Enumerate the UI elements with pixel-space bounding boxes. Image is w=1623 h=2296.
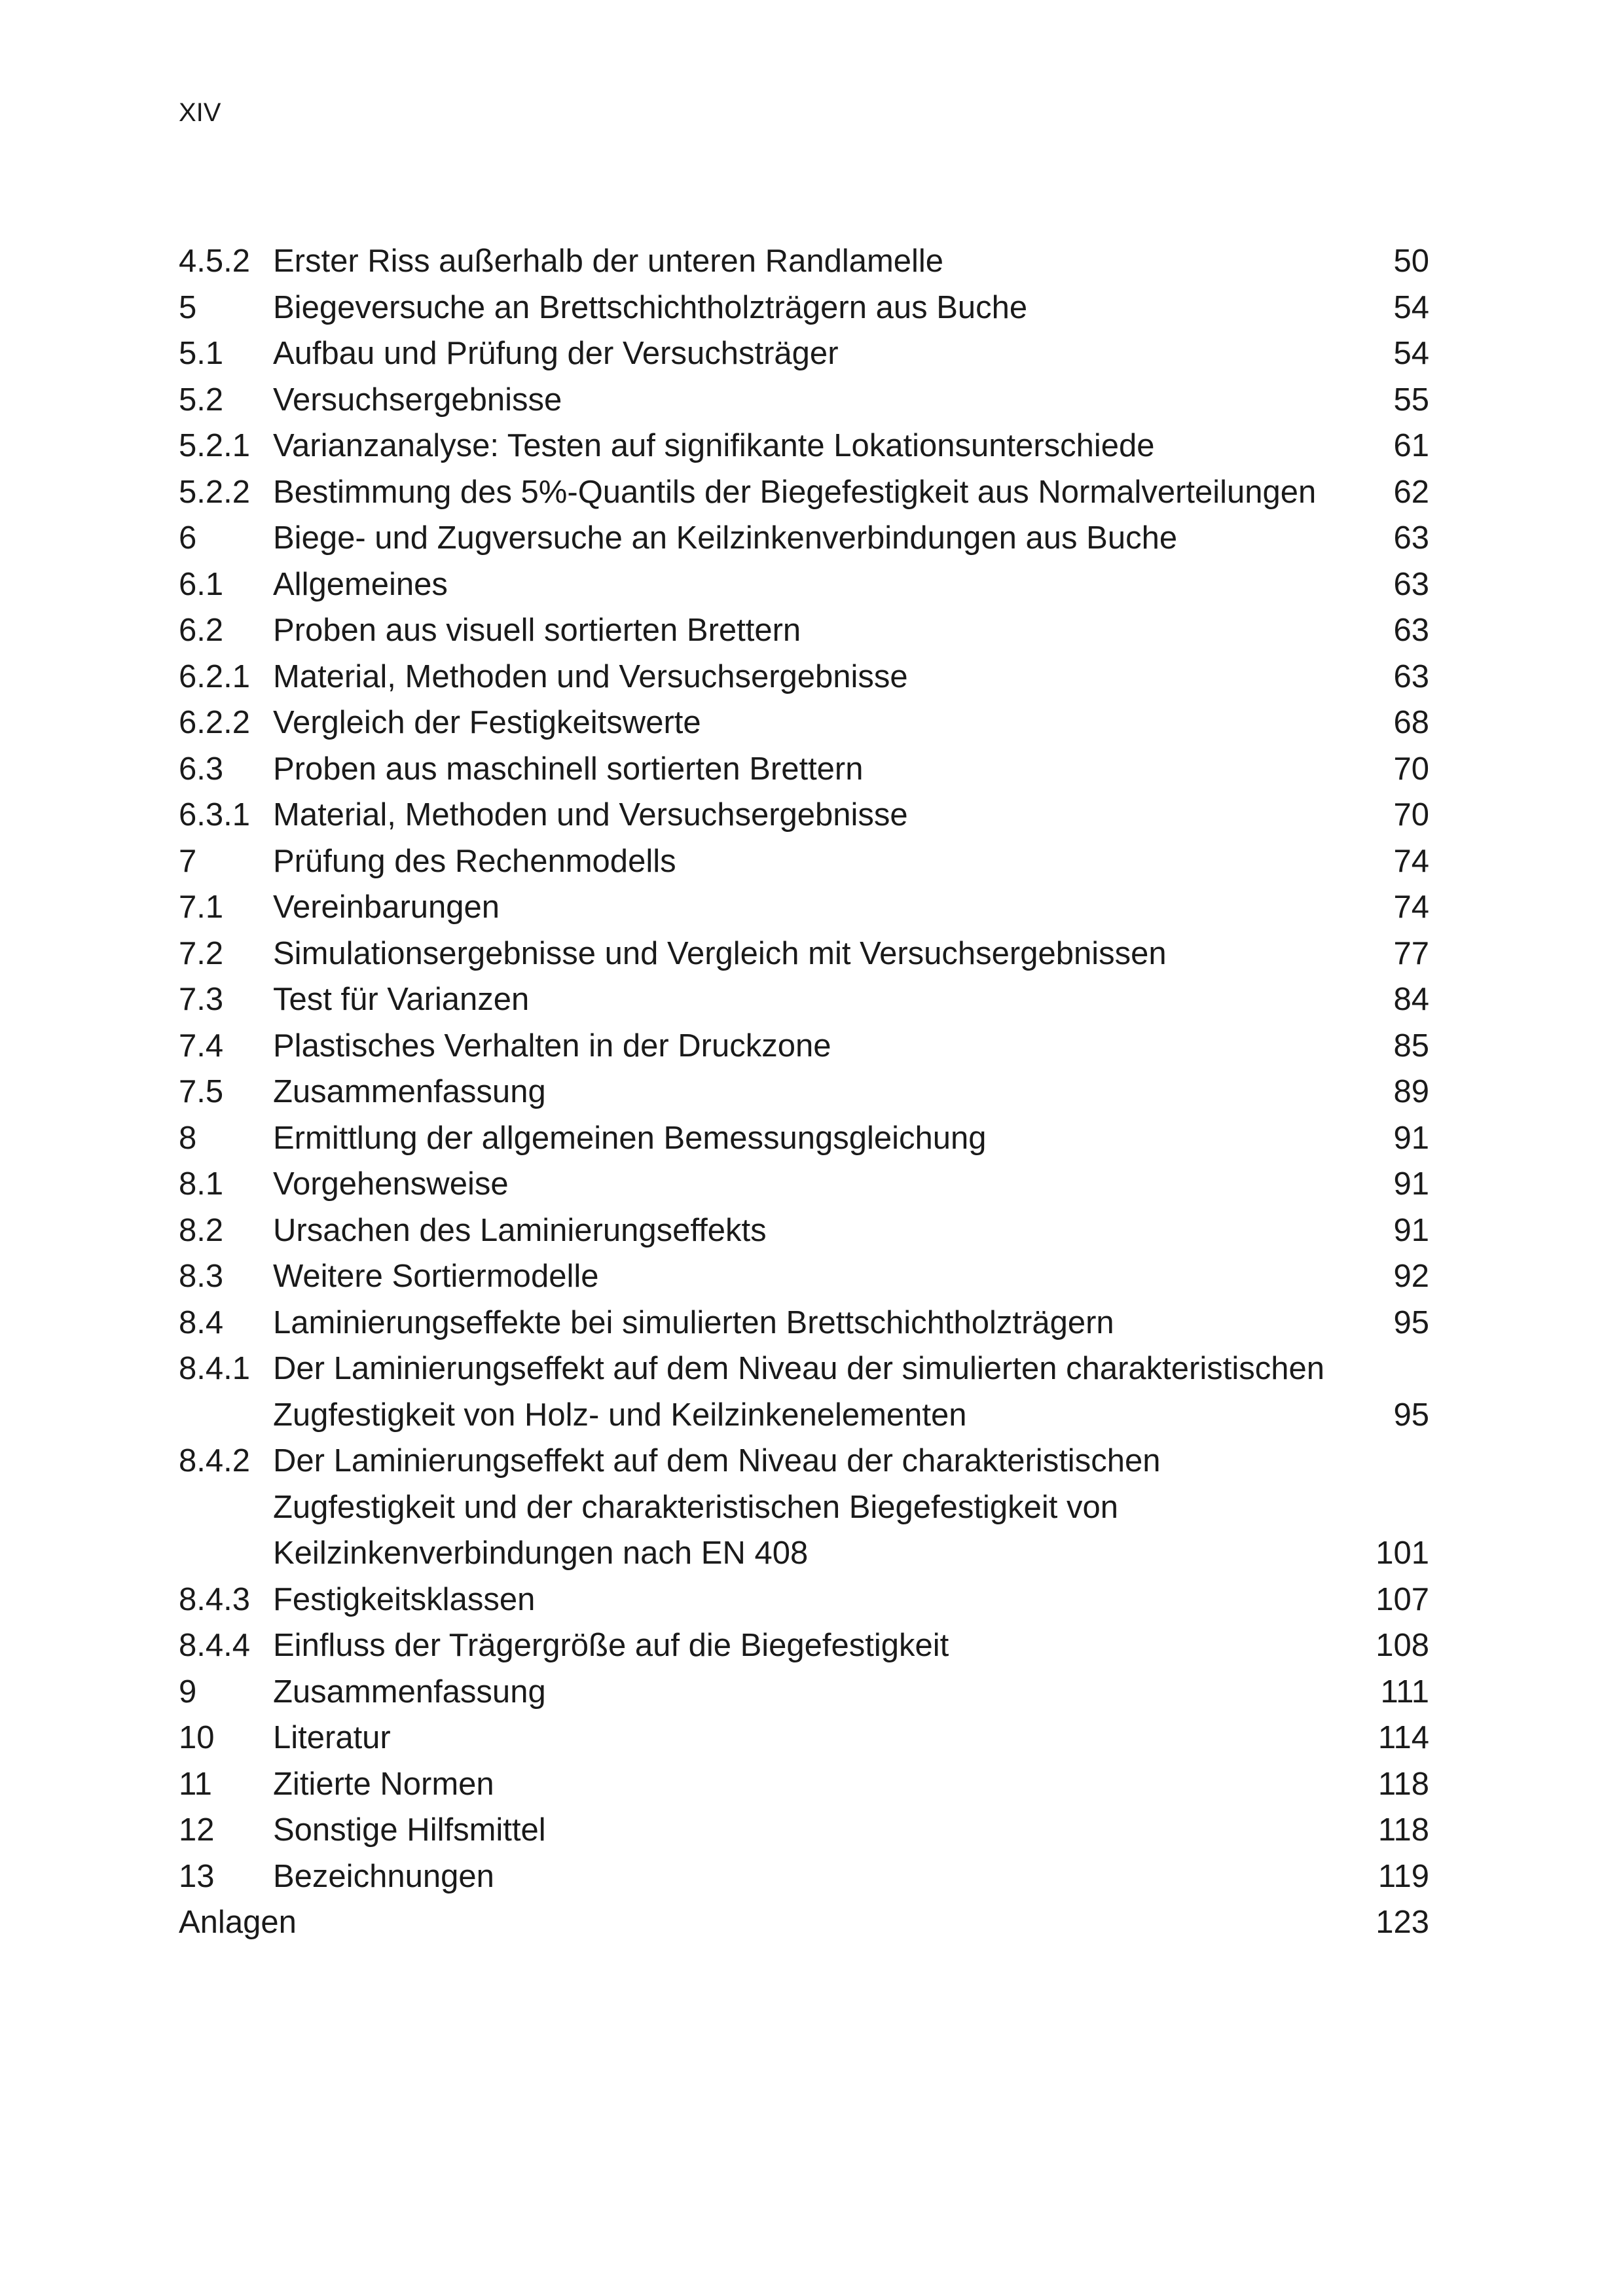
toc-entry-page: 50 (1393, 243, 1429, 279)
toc-entry-title: Einfluss der Trägergröße auf die Biegefestigkeit (273, 1628, 949, 1663)
toc-entry-number: 6 (179, 520, 197, 556)
toc-entry-title: Keilzinkenverbindungen nach EN 408 (273, 1535, 809, 1571)
toc-entry-number: 7.2 (179, 935, 224, 971)
toc-entry-page: 91 (1393, 1166, 1429, 1202)
toc-entry-title: Prüfung des Rechenmodells (273, 843, 676, 879)
toc-entry-title: Ursachen des Laminierungseffekts (273, 1212, 767, 1248)
toc-entry-page: 101 (1376, 1535, 1429, 1571)
toc-entry-page: 54 (1393, 336, 1429, 371)
toc-entry[interactable] (179, 1253, 1429, 1300)
toc-entry-number: 8.2 (179, 1212, 224, 1248)
toc-entry-page: 62 (1393, 474, 1429, 510)
toc-entry-title: Material, Methoden und Versuchsergebnisse (273, 658, 908, 694)
toc-entry[interactable] (179, 1669, 1429, 1715)
toc-entry-number: 6.2.1 (179, 658, 250, 694)
toc-entry[interactable] (179, 1854, 1429, 1900)
toc-entry-title: Proben aus visuell sortierten Brettern (273, 613, 801, 648)
toc-entry-number: 7.3 (179, 982, 224, 1017)
toc-entry[interactable] (179, 1115, 1429, 1162)
toc-entry-page: 95 (1393, 1397, 1429, 1433)
toc-entry-page: 108 (1376, 1628, 1429, 1663)
toc-entry-title: Anlagen (179, 1905, 297, 1940)
toc-entry[interactable] (179, 1577, 1429, 1623)
toc-entry-page: 91 (1393, 1120, 1429, 1156)
toc-entry-number: 11 (179, 1766, 212, 1802)
toc-entry-page: 70 (1393, 751, 1429, 787)
toc-entry-page: 118 (1377, 1766, 1429, 1802)
toc-entry-title: Biegeversuche an Brettschichtholzträgern aus Buche (273, 289, 1028, 325)
toc-entry-title: Ermittlung der allgemeinen Bemessungsgleichung (273, 1120, 987, 1156)
toc-entry-number: 13 (179, 1858, 215, 1894)
toc-entry[interactable] (179, 1899, 1429, 1946)
toc-entry[interactable] (179, 654, 1429, 700)
toc-entry-title: Aufbau und Prüfung der Versuchsträger (273, 336, 839, 371)
toc-entry[interactable] (179, 1623, 1429, 1669)
toc-entry-number: 12 (179, 1812, 215, 1848)
toc-entry[interactable] (179, 1208, 1429, 1254)
toc-entry-number: 5.1 (179, 336, 224, 371)
toc-entry-title: Der Laminierungseffekt auf dem Niveau der charakteristischen (273, 1443, 1161, 1479)
toc-entry-title: Erster Riss außerhalb der unteren Randlamelle (273, 243, 944, 279)
toc-entry-page: 63 (1393, 613, 1429, 648)
toc-entry-title: Sonstige Hilfsmittel (273, 1812, 546, 1848)
toc-entry-page: 89 (1393, 1074, 1429, 1109)
toc-entry-title: Vereinbarungen (273, 889, 500, 925)
toc-entry-page: 77 (1393, 935, 1429, 971)
toc-entry[interactable] (179, 515, 1429, 562)
toc-entry-title: Zusammenfassung (273, 1074, 546, 1109)
toc-entry-page: 74 (1393, 843, 1429, 879)
toc-entry-number: 8.4.2 (179, 1443, 250, 1479)
toc-entry-title: Versuchsergebnisse (273, 382, 562, 418)
toc-entry-title: Literatur (273, 1720, 391, 1755)
toc-entry-number: 8.4 (179, 1304, 224, 1340)
toc-entry-page: 63 (1393, 520, 1429, 556)
toc-entry[interactable] (179, 977, 1429, 1023)
toc-entry[interactable] (179, 1807, 1429, 1854)
page-number-header: XIV (179, 98, 221, 127)
toc-entry-page: 70 (1393, 797, 1429, 833)
toc-entry-page: 92 (1393, 1259, 1429, 1294)
toc-entry-number: 6.2 (179, 613, 224, 648)
table-of-contents (179, 238, 1429, 1946)
toc-entry-title: Laminierungseffekte bei simulierten Brettschichtholzträgern (273, 1304, 1114, 1340)
toc-entry[interactable] (179, 285, 1429, 331)
toc-entry-number: 4.5.2 (179, 243, 250, 279)
toc-entry-page: 107 (1376, 1581, 1429, 1617)
toc-entry-page: 114 (1377, 1720, 1429, 1755)
toc-entry[interactable] (179, 562, 1429, 608)
toc-entry[interactable] (179, 238, 1429, 285)
toc-entry-number: 8.1 (179, 1166, 224, 1202)
toc-entry-number: 7.1 (179, 889, 224, 925)
toc-entry-page: 118 (1377, 1812, 1429, 1848)
toc-entry[interactable] (179, 838, 1429, 885)
toc-entry-title: Bestimmung des 5%-Quantils der Biegefestigkeit aus Normalverteilungen (273, 474, 1317, 510)
toc-entry[interactable] (179, 700, 1429, 746)
toc-entry-number: 10 (179, 1720, 215, 1755)
toc-entry-title: Plastisches Verhalten in der Druckzone (273, 1028, 831, 1064)
toc-entry[interactable] (179, 1023, 1429, 1069)
toc-entry[interactable] (179, 423, 1429, 469)
toc-entry-number: 7 (179, 843, 197, 879)
toc-entry-number: 8 (179, 1120, 197, 1156)
toc-entry[interactable] (179, 1300, 1429, 1346)
toc-entry-title: Festigkeitsklassen (273, 1581, 536, 1617)
toc-entry-title: Zusammenfassung (273, 1674, 546, 1710)
toc-entry-page: 55 (1393, 382, 1429, 418)
toc-entry[interactable] (179, 1069, 1429, 1115)
toc-entry-page: 84 (1393, 982, 1429, 1017)
toc-entry-number: 8.3 (179, 1259, 224, 1294)
toc-entry-page: 61 (1393, 428, 1429, 463)
toc-entry-title: Vergleich der Festigkeitswerte (273, 705, 701, 740)
toc-entry-title: Simulationsergebnisse und Vergleich mit Versuchsergebnissen (273, 935, 1167, 971)
toc-entry[interactable] (179, 884, 1429, 931)
toc-entry[interactable] (179, 1761, 1429, 1808)
toc-entry-page: 63 (1393, 566, 1429, 602)
toc-entry-number: 5 (179, 289, 197, 325)
toc-entry[interactable] (179, 377, 1429, 423)
toc-entry-title: Material, Methoden und Versuchsergebnisse (273, 797, 908, 833)
toc-entry-page: 95 (1393, 1304, 1429, 1340)
toc-entry[interactable] (179, 469, 1429, 516)
toc-entry[interactable] (179, 1346, 1429, 1438)
toc-entry-number: 8.4.1 (179, 1351, 250, 1386)
toc-entry-title: Weitere Sortiermodelle (273, 1259, 599, 1294)
toc-entry-number: 8.4.4 (179, 1628, 250, 1663)
toc-entry-title: Allgemeines (273, 566, 448, 602)
toc-entry[interactable] (179, 746, 1429, 793)
toc-entry[interactable] (179, 1161, 1429, 1208)
toc-entry-page: 74 (1393, 889, 1429, 925)
toc-entry-page: 54 (1393, 289, 1429, 325)
toc-entry-title: Der Laminierungseffekt auf dem Niveau der simulierten charakteristischen (273, 1351, 1324, 1386)
toc-entry-number: 6.2.2 (179, 705, 250, 740)
toc-entry-page: 85 (1393, 1028, 1429, 1064)
toc-entry[interactable] (179, 607, 1429, 654)
toc-entry-number: 8.4.3 (179, 1581, 250, 1617)
toc-entry-page: 123 (1376, 1905, 1429, 1940)
toc-entry[interactable] (179, 1715, 1429, 1761)
toc-entry-title: Proben aus maschinell sortierten Brettern (273, 751, 864, 787)
toc-entry-title: Test für Varianzen (273, 982, 530, 1017)
toc-entry-title: Zugfestigkeit von Holz- und Keilzinkenelementen (273, 1397, 967, 1433)
toc-entry-title: Varianzanalyse: Testen auf signifikante Lokationsunterschiede (273, 428, 1155, 463)
toc-entry-number: 9 (179, 1674, 197, 1710)
toc-entry[interactable] (179, 792, 1429, 838)
toc-entry-number: 6.3 (179, 751, 224, 787)
toc-entry-title: Zugfestigkeit und der charakteristischen Biegefestigkeit von (273, 1489, 1119, 1525)
toc-entry-page: 63 (1393, 658, 1429, 694)
toc-entry-number: 6.3.1 (179, 797, 250, 833)
toc-entry-number: 5.2.1 (179, 428, 250, 463)
toc-entry-title: Bezeichnungen (273, 1858, 494, 1894)
toc-entry-page: 68 (1393, 705, 1429, 740)
toc-entry[interactable] (179, 1438, 1429, 1577)
toc-entry-page: 119 (1377, 1858, 1429, 1894)
toc-entry[interactable] (179, 931, 1429, 977)
toc-entry-number: 5.2.2 (179, 474, 250, 510)
toc-entry-title: Vorgehensweise (273, 1166, 509, 1202)
toc-entry-title: Biege- und Zugversuche an Keilzinkenverbindungen aus Buche (273, 520, 1178, 556)
toc-entry-page: 91 (1393, 1212, 1429, 1248)
toc-entry-number: 5.2 (179, 382, 224, 418)
toc-entry-page: 111 (1380, 1674, 1429, 1710)
toc-entry-number: 6.1 (179, 566, 224, 602)
toc-entry-title: Zitierte Normen (273, 1766, 494, 1802)
toc-entry[interactable] (179, 331, 1429, 377)
toc-entry-number: 7.5 (179, 1074, 224, 1109)
toc-entry-number: 7.4 (179, 1028, 224, 1064)
